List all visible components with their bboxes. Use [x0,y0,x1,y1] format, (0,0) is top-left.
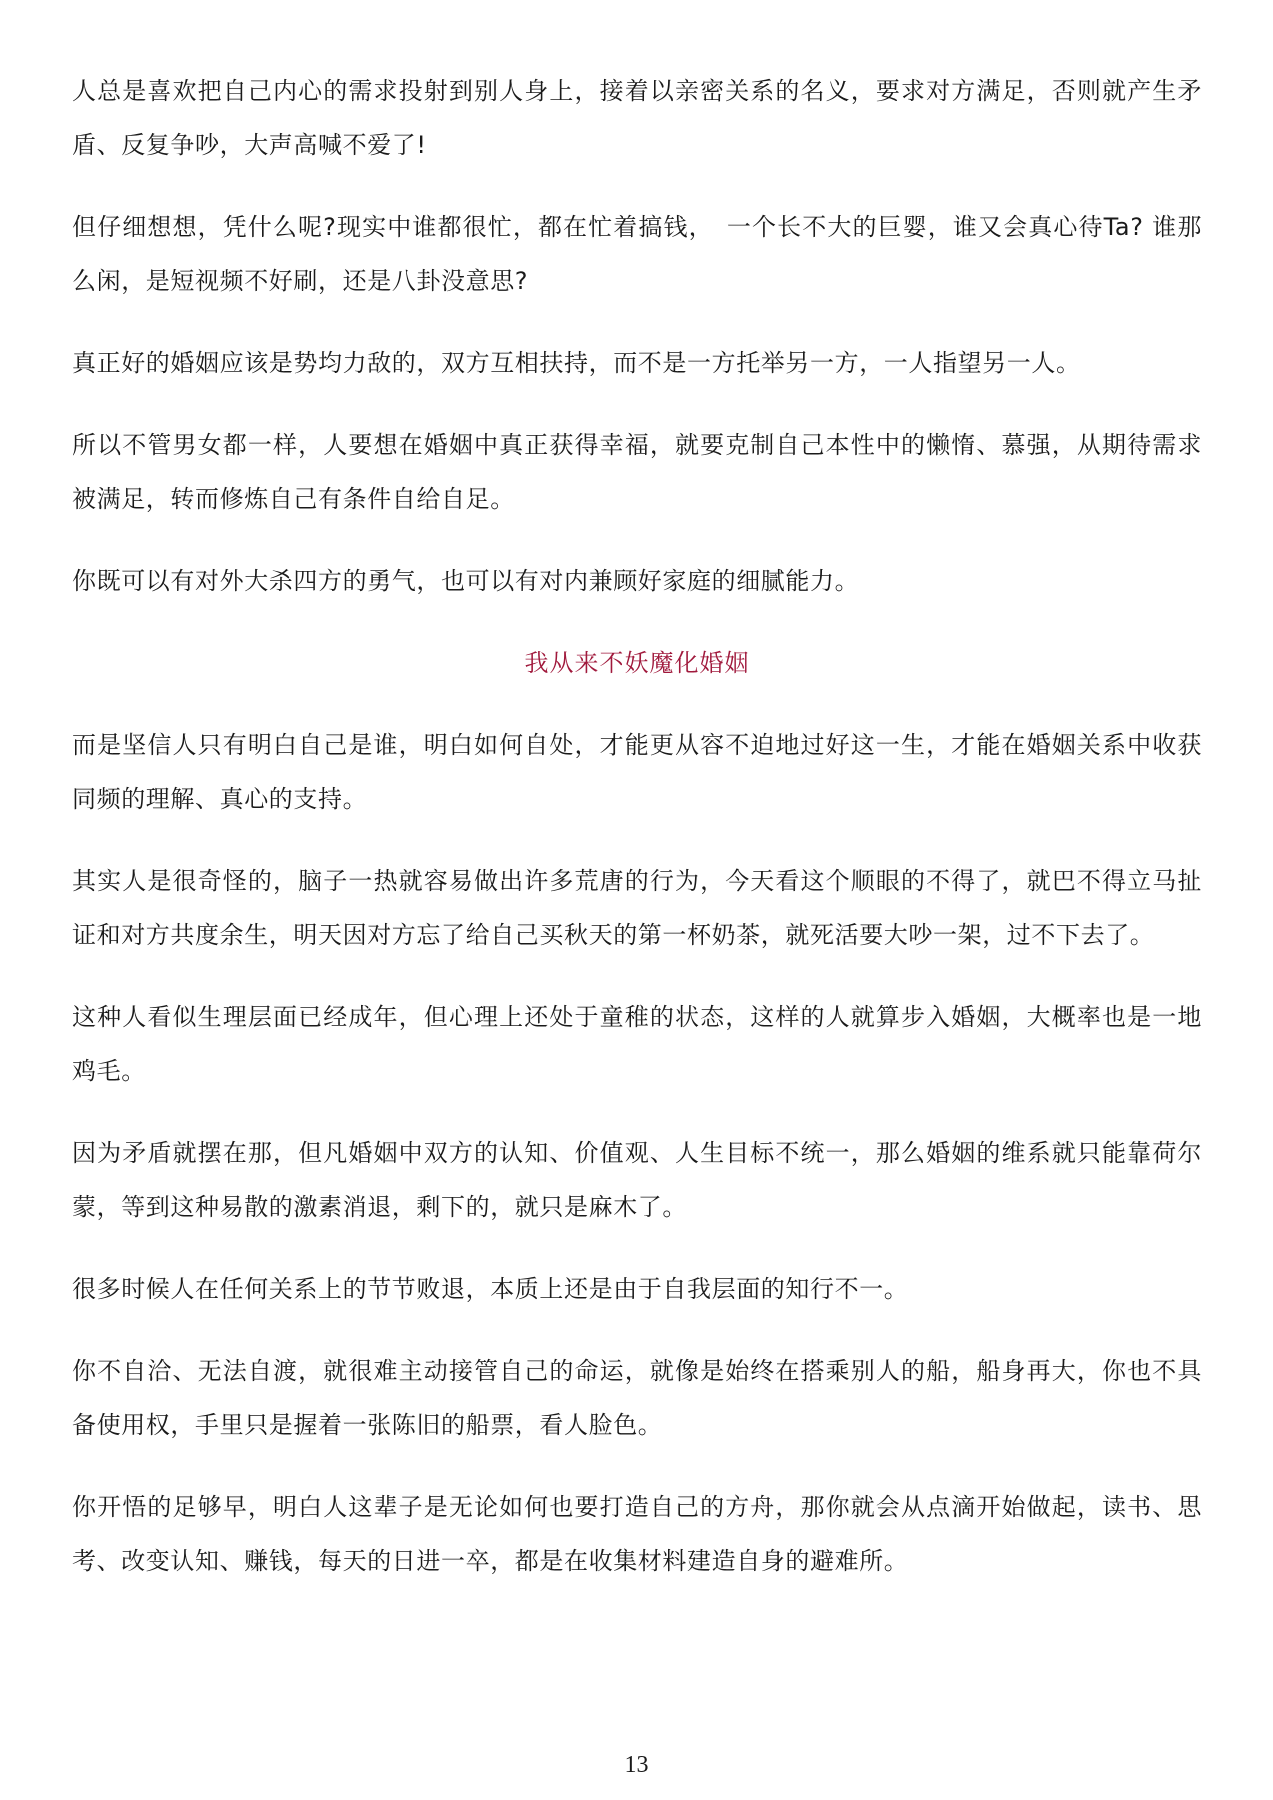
paragraph: 你既可以有对外大杀四方的勇气，也可以有对内兼顾好家庭的细腻能力。 [72,567,860,595]
paragraph: 很多时候人在任何关系上的节节败退，本质上还是由于自我层面的知行不一。 [72,1275,909,1303]
paragraph: 但仔细想想，凭什么呢?现实中谁都很忙，都在忙着搞钱， 一个长不大的巨婴，谁又会真心待Ta? 谁那么闲，是短视频不好刷，还是八卦没意思? [72,213,1202,295]
paragraph: 你开悟的足够早，明白人这辈子是无论如何也要打造自己的方舟，那你就会从点滴开始做起，读书、思考、改变认知、赚钱，每天的日进一卒，都是在收集材料建造自身的避难所。 [72,1493,1202,1575]
paragraph: 所以不管男女都一样，人要想在婚姻中真正获得幸福，就要克制自己本性中的懒惰、慕强，从期待需求被满足，转而修炼自己有条件自给自足。 [72,431,1202,513]
paragraph: 其实人是很奇怪的，脑子一热就容易做出许多荒唐的行为，今天看这个顺眼的不得了，就巴不得立马扯证和对方共度余生，明天因对方忘了给自己买秋天的第一杯奶茶，就死活要大吵一架，过不下去了。 [72,867,1202,949]
paragraph: 这种人看似生理层面已经成年，但心理上还处于童稚的状态，这样的人就算步入婚姻，大概率也是一地鸡毛。 [72,1003,1202,1085]
paragraph: 人总是喜欢把自己内心的需求投射到别人身上，接着以亲密关系的名义，要求对方满足，否则就产生矛盾、反复争吵，大声高喊不爱了! [72,77,1202,159]
paragraph: 因为矛盾就摆在那，但凡婚姻中双方的认知、价值观、人生目标不统一，那么婚姻的维系就只能靠荷尔蒙，等到这种易散的激素消退，剩下的，就只是麻木了。 [72,1139,1202,1221]
page-number: 13 [624,1752,649,1778]
paragraph: 真正好的婚姻应该是势均力敌的，双方互相扶持，而不是一方托举另一方，一人指望另一人。 [72,349,1081,377]
section-heading: 我从来不妖魔化婚姻 [524,649,750,677]
document-body [72,64,1202,1616]
paragraph: 而是坚信人只有明白自己是谁，明白如何自处，才能更从容不迫地过好这一生，才能在婚姻关系中收获同频的理解、真心的支持。 [72,731,1202,813]
paragraph: 你不自洽、无法自渡，就很难主动接管自己的命运，就像是始终在搭乘别人的船，船身再大，你也不具备使用权，手里只是握着一张陈旧的船票，看人脸色。 [72,1357,1202,1439]
